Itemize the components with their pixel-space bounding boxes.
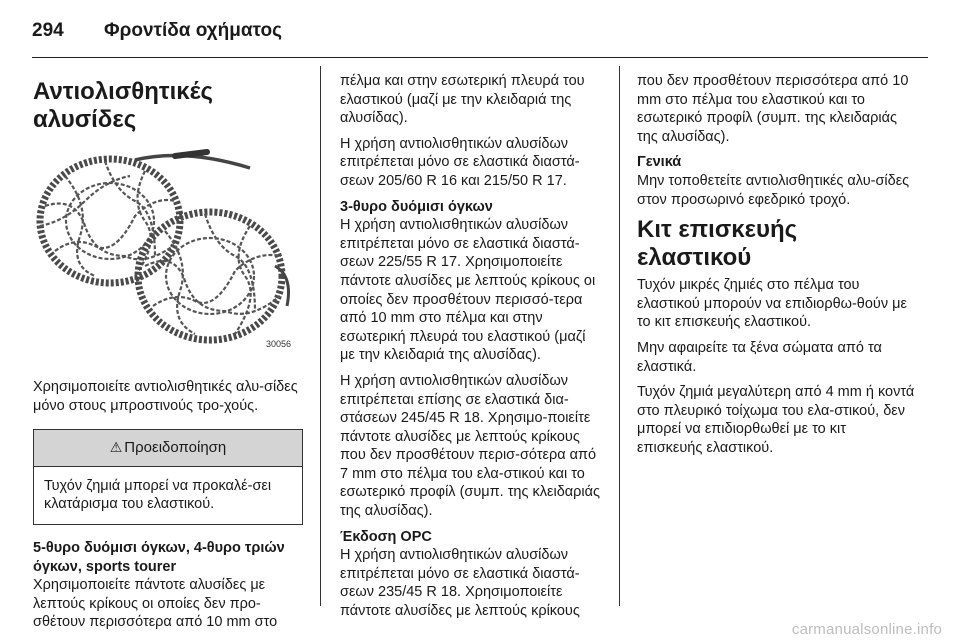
- header-rule: [32, 57, 928, 58]
- watermark: carmanualsonline.info: [791, 621, 942, 638]
- subheading-opc: Έκδοση OPC: [340, 528, 432, 545]
- warning-box: [33, 429, 303, 525]
- paragraph: Η χρήση αντιολισθητικών αλυσίδων επιτρέπεται μόνο σε ελαστικά διαστά‐σεων 205/60 R 16 και 215/50 R 17.: [340, 135, 580, 189]
- column-divider-1: [320, 66, 321, 606]
- subheading-5door: 5-θυρο δυόμισι όγκων, 4-θυρο τριών όγκων, sports tourer: [33, 539, 285, 575]
- snow-chains-illustration: [35, 146, 297, 356]
- paragraph: Μην τοποθετείτε αντιολισθητικές αλυ‐σίδες στον προσωρινό εφεδρικό τροχό.: [637, 172, 910, 208]
- subheading-general: Γενικά: [637, 154, 682, 171]
- paragraph: Χρησιμοποιείτε πάντοτε αλυσίδες με λεπτούς κρίκους οι οποίες δεν προ‐σθέτουν περισσότερα από 10 mm στο: [33, 577, 278, 631]
- chain-cable: [135, 156, 250, 169]
- subheading-3door: 3-θυρο δυόμισι όγκων: [340, 198, 493, 215]
- page-number: 294: [32, 20, 64, 41]
- paragraph: Τυχόν ζημιά μεγαλύτερη από 4 mm ή κοντά στο πλευρικό τοίχωμα του ελα‐στικού, δεν μπορεί να επιδιορθωθεί με το κιτ επισκευής ελαστικού.: [637, 384, 915, 456]
- warning-text: Τυχόν ζημιά μπορεί να προκαλέ‐σει κλατάρισμα του ελαστικού.: [44, 477, 272, 513]
- paragraph: που δεν προσθέτουν περισσότερα από 10 mm στο πέλμα του ελαστικού και το εσωτερικό προφίλ (συμπ. της κλειδαριάς της αλυσίδας).: [637, 73, 909, 145]
- paragraph: Χρησιμοποιείτε αντιολισθητικές αλυ‐σίδες μόνο στους μπροστινούς τρο‐χούς.: [33, 379, 298, 414]
- figure-number: 30056: [265, 339, 291, 350]
- paragraph: πέλμα και στην εσωτερική πλευρά του ελαστικού (μαζί με την κλειδαριά της αλυσίδας).: [340, 73, 585, 127]
- paragraph: Η χρήση αντιολισθητικών αλυσίδων επιτρέπεται μόνο σε ελαστικά διαστά‐σεων 225/55 R 17. Χρησιμοποιείτε πάντοτε αλυσίδες με λεπτούς κρίκους οι οποίες δεν προσθέτουν περισσό‐τερα από 10 mm στο πέλμα και στην εσωτερική πλευρά του ελαστικού (μαζί με την κλειδαριά της αλυσίδας).: [340, 217, 596, 364]
- page-header: [32, 14, 282, 48]
- column-1: [33, 72, 303, 639]
- warning-header: [34, 430, 302, 467]
- paragraph: Μην αφαιρείτε τα ξένα σώματα από τα ελαστικά.: [637, 339, 882, 375]
- column-2: [340, 72, 602, 628]
- paragraph: Τυχόν μικρές ζημιές στο πέλμα του ελαστικού μπορούν να επιδιορθω‐θούν με το κιτ επισκευής ελαστικού.: [637, 277, 907, 331]
- snow-chains-drawing: [35, 146, 297, 356]
- paragraph: Η χρήση αντιολισθητικών αλυσίδων επιτρέπεται επίσης σε ελαστικά δια‐στάσεων 245/45 R 18. Χρησιμο‐ποιείτε πάντοτε αλυσίδες με λεπτούς κρίκους που δεν προσθέτουν περισ‐σότερα από 7 mm στο πέλμα του ελα‐στικού και το εσωτερικό προφίλ (συμπ. της κλειδαριάς της αλυσίδας).: [340, 372, 600, 520]
- warning-triangle-icon: ⚠: [109, 439, 123, 456]
- column-3: [637, 72, 915, 465]
- right-chain: [138, 212, 282, 340]
- section-heading-repair-kit: Κιτ επισκευής ελαστικού: [637, 216, 798, 272]
- warning-title: Προειδοποίηση: [124, 439, 227, 457]
- left-chain: [40, 159, 180, 283]
- paragraph: Η χρήση αντιολισθητικών αλυσίδων επιτρέπεται μόνο σε ελαστικά διαστά‐σεων 235/45 R 18. Χρησιμοποιείτε πάντοτε αλυσίδες με λεπτούς κρίκους: [340, 547, 580, 620]
- running-title: Φροντίδα οχήματος: [104, 20, 282, 41]
- column-divider-2: [619, 66, 620, 606]
- section-heading-snow-chains: Αντιολισθητικές αλυσίδες: [33, 78, 213, 133]
